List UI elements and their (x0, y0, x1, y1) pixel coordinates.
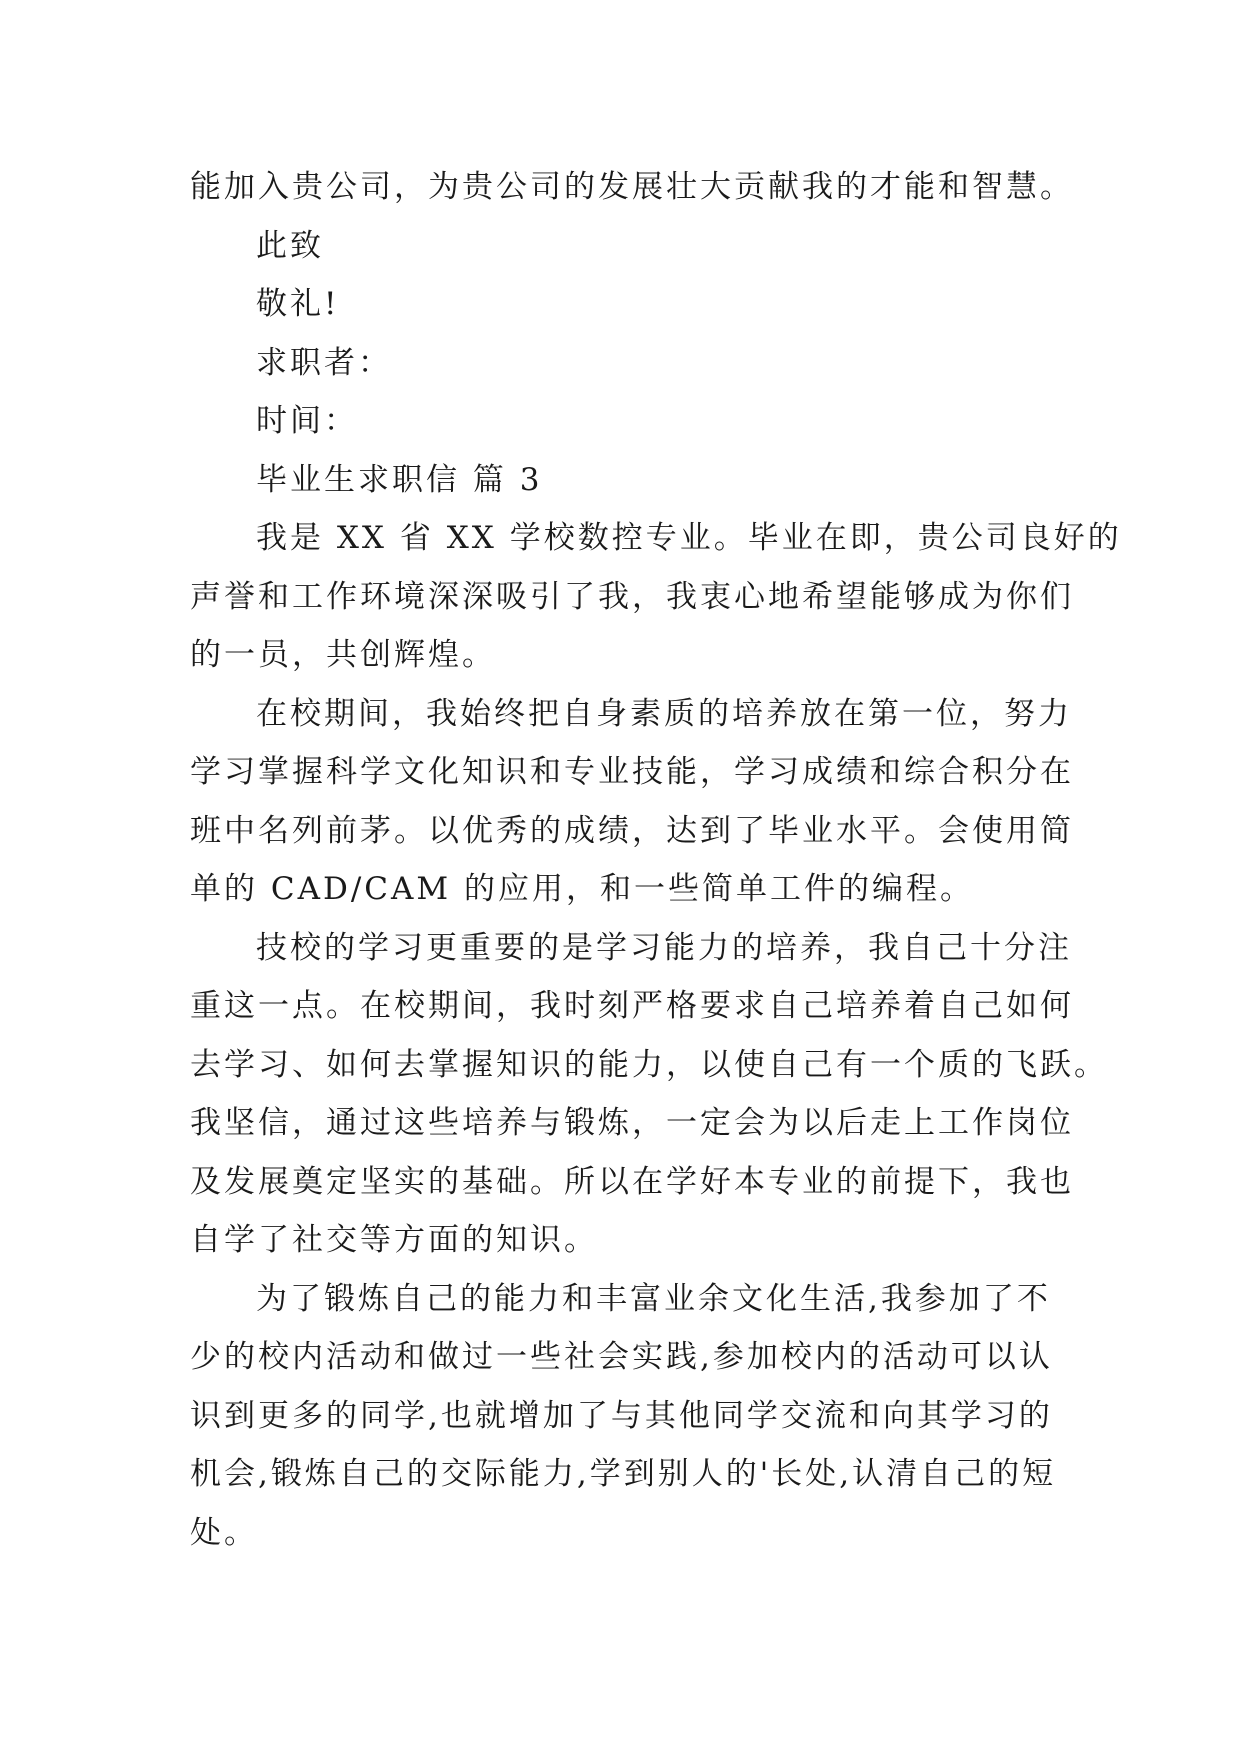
text-line: 我坚信，通过这些培养与锻炼，一定会为以后走上工作岗位 (190, 1105, 1074, 1141)
text-line: 机会,锻炼自己的交际能力,学到别人的'长处,认清自己的短 (190, 1456, 1057, 1492)
section-heading: 毕业生求职信 篇 3 (256, 461, 543, 498)
text-line: 班中名列前茅。以优秀的成绩，达到了毕业水平。会使用简 (190, 812, 1074, 849)
text-line: 及发展奠定坚实的基础。所以在学好本专业的前提下，我也 (190, 1163, 1074, 1200)
text-line: 单的 CAD/CAM 的应用，和一些简单工件的编程。 (190, 871, 974, 907)
date-label: 时间： (256, 403, 358, 439)
applicant-label: 求职者： (256, 344, 392, 381)
text-line: 能加入贵公司，为贵公司的发展壮大贡献我的才能和智慧。 (190, 169, 1074, 205)
text-line: 自学了社交等方面的知识。 (190, 1222, 598, 1258)
text-line: 技校的学习更重要的是学习能力的培养，我自己十分注 (256, 929, 1072, 966)
text-line: 重这一点。在校期间，我时刻严格要求自己培养着自己如何 (190, 988, 1074, 1024)
text-line: 少的校内活动和做过一些社会实践,参加校内的活动可以认 (190, 1339, 1053, 1375)
text-line: 识到更多的同学,也就增加了与其他同学交流和向其学习的 (190, 1397, 1053, 1434)
closing-salutation: 此致 (256, 227, 324, 264)
text-line: 为了锻炼自己的能力和丰富业余文化生活,我参加了不 (256, 1280, 1051, 1317)
text-line: 学习掌握科学文化知识和专业技能，学习成绩和综合积分在 (190, 754, 1074, 790)
text-line: 在校期间，我始终把自身素质的培养放在第一位，努力 (256, 695, 1072, 732)
text-line: 的一员，共创辉煌。 (190, 637, 496, 673)
text-line: 声誉和工作环境深深吸引了我，我衷心地希望能够成为你们 (190, 578, 1074, 615)
text-line: 处。 (190, 1514, 258, 1551)
document-body (190, 158, 1122, 1562)
closing-regards: 敬礼! (256, 286, 340, 322)
text-line: 去学习、如何去掌握知识的能力，以使自己有一个质的飞跃。 (190, 1046, 1108, 1083)
text-line: 我是 XX 省 XX 学校数控专业。毕业在即，贵公司良好的 (256, 520, 1122, 556)
